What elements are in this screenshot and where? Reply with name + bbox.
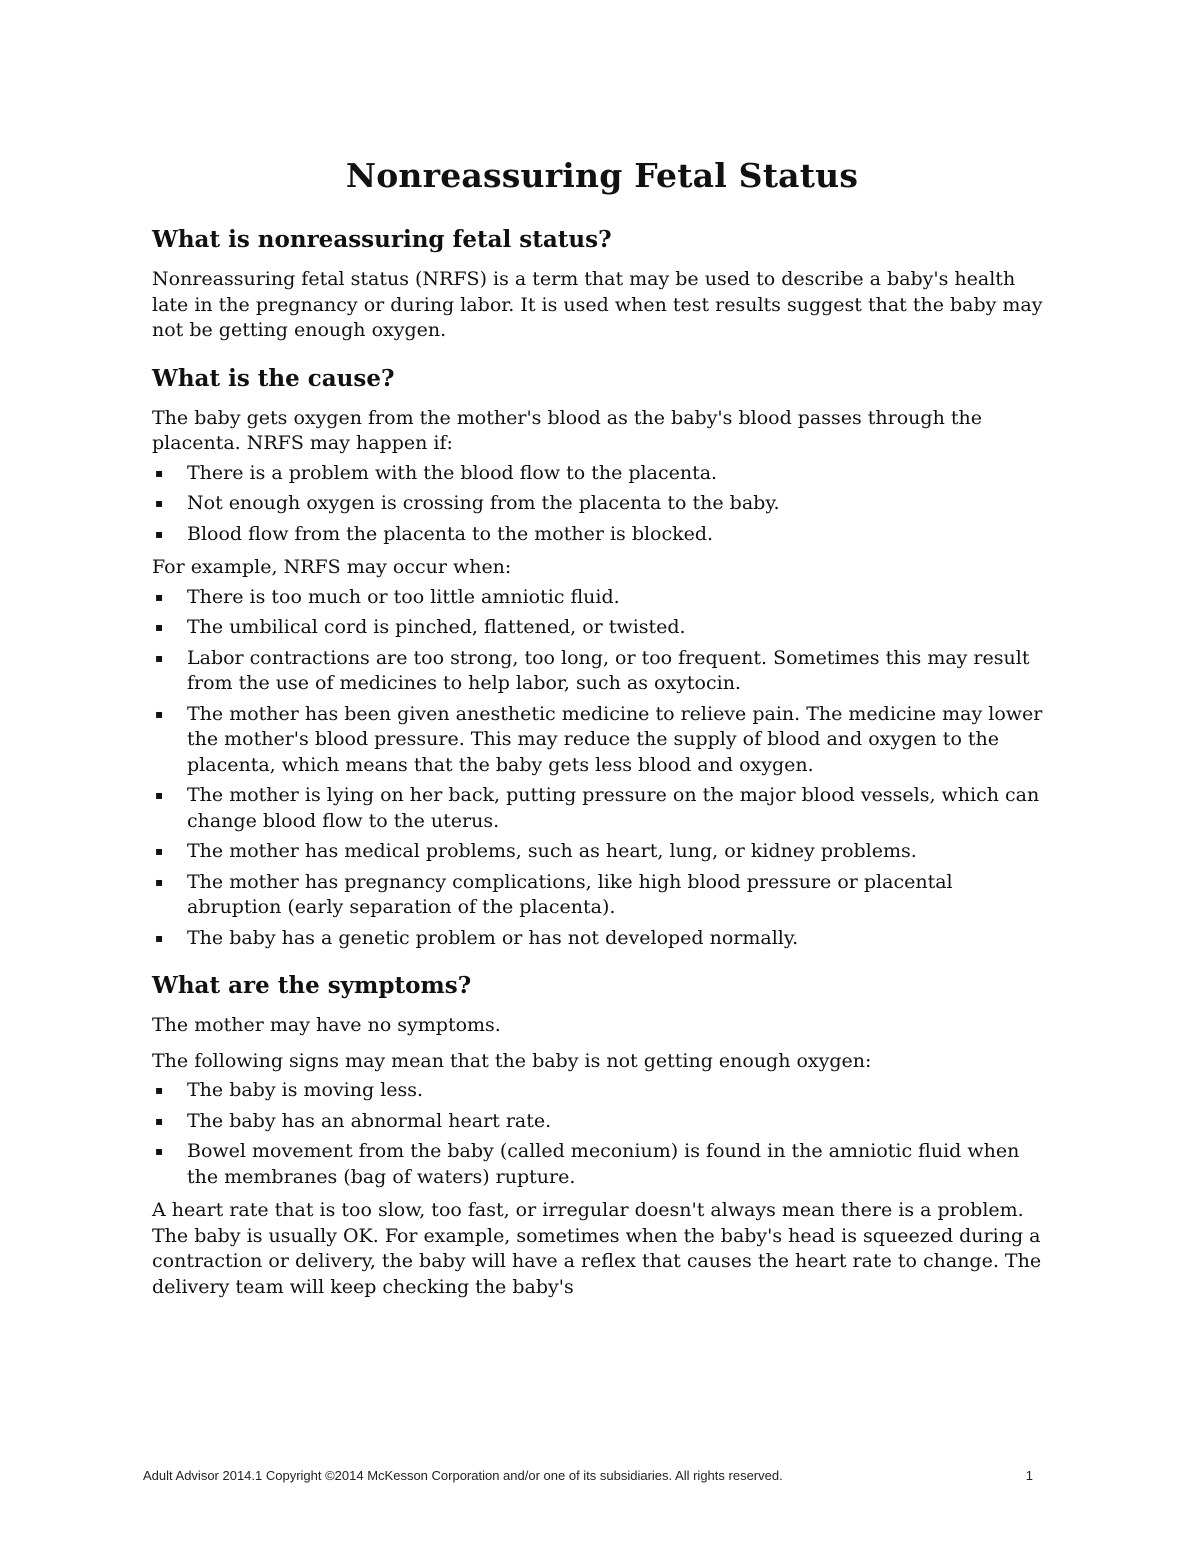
paragraph: A heart rate that is too slow, too fast, or irregular doesn't always mean there is a problem. The baby is usually OK. For example, sometimes when the baby's head is squeezed during a contraction or delivery, the baby will have a reflex that causes the heart rate to change. The delivery team will keep checking the baby's xyxy=(152,1199,1042,1298)
bullet-icon: ▪ xyxy=(155,650,164,665)
page-number: 1 xyxy=(1025,1468,1033,1483)
bullet-icon: ▪ xyxy=(155,1083,164,1097)
bullet-icon: ▪ xyxy=(155,589,164,604)
bullet-icon: ▪ xyxy=(155,706,164,721)
list-item: ▪ The baby has an abnormal heart rate. xyxy=(152,1109,1052,1135)
section-what-is xyxy=(152,225,1052,344)
list-item: ▪ Bowel movement from the baby (called meconium) is found in the amniotic fluid when the membranes (bag of waters) rupture. xyxy=(155,1140,1020,1188)
section-cause xyxy=(152,364,1052,952)
list-item: ▪ The umbilical cord is pinched, flattened, or twisted. xyxy=(152,615,1052,641)
bullet-icon: ▪ xyxy=(155,844,164,858)
list-item: ▪ The baby has a genetic problem or has not developed normally. xyxy=(152,926,1052,952)
footer-copyright: Adult Advisor 2014.1 Copyright ©2014 McKesson Corporation and/or one of its subsidiaries. All rights reserved. xyxy=(143,1468,783,1483)
bullet-icon: ▪ xyxy=(155,465,164,480)
bullet-icon: ▪ xyxy=(155,526,164,541)
list-item: ▪ The mother has been given anesthetic medicine to relieve pain. The medicine may lower the mother's blood pressure. This may reduce the supply of blood and oxygen to the placenta, which means that the baby gets less blood and oxygen. xyxy=(155,702,1043,776)
page-footer xyxy=(143,1468,1043,1483)
list-item: ▪ The baby is moving less. xyxy=(152,1078,1052,1104)
section-heading: What is the cause? xyxy=(152,364,395,392)
list-item: ▪ There is a problem with the blood flow to the placenta. xyxy=(152,461,1052,487)
paragraph: The mother may have no symptoms. xyxy=(152,1014,501,1036)
section-heading: What are the symptoms? xyxy=(152,972,472,999)
bullet-icon: ▪ xyxy=(155,1144,164,1158)
list-item: ▪ Not enough oxygen is crossing from the placenta to the baby. xyxy=(152,491,1052,517)
section-heading: What is nonreassuring fetal status? xyxy=(152,226,612,253)
list-item: ▪ The mother has pregnancy complications, like high blood pressure or placental abruption (early separation of the placenta). xyxy=(155,870,953,918)
bullet-list xyxy=(152,1078,1052,1190)
paragraph: Nonreassuring fetal status (NRFS) is a term that may be used to describe a baby's health late in the pregnancy or during labor. It is used when test results suggest that the baby may not be getting enough oxygen. xyxy=(152,268,1043,341)
bullet-icon: ▪ xyxy=(155,874,164,889)
bullet-list xyxy=(152,461,1052,548)
paragraph: The following signs may mean that the baby is not getting enough oxygen: xyxy=(152,1049,872,1072)
paragraph: For example, NRFS may occur when: xyxy=(152,556,512,578)
section-symptoms xyxy=(152,971,1052,1300)
bullet-icon: ▪ xyxy=(155,496,164,510)
list-item: ▪ Labor contractions are too strong, too long, or too frequent. Sometimes this may result from the use of medicines to help labor, such as oxytocin. xyxy=(155,646,1030,694)
list-item: ▪ Blood flow from the placenta to the mother is blocked. xyxy=(152,522,1052,548)
bullet-icon: ▪ xyxy=(155,930,164,945)
bullet-icon: ▪ xyxy=(155,620,164,634)
list-item: ▪ The mother is lying on her back, putting pressure on the major blood vessels, which can change blood flow to the uterus. xyxy=(155,784,1040,832)
bullet-icon: ▪ xyxy=(155,788,164,802)
list-item: ▪ There is too much or too little amniotic fluid. xyxy=(152,585,1052,611)
bullet-icon: ▪ xyxy=(155,1113,164,1128)
bullet-list xyxy=(152,585,1052,952)
page-title: Nonreassuring Fetal Status xyxy=(345,156,859,195)
paragraph: The baby gets oxygen from the mother's blood as the baby's blood passes through the placenta. NRFS may happen if: xyxy=(152,406,982,454)
page-content xyxy=(152,156,1052,1310)
list-item: ▪ The mother has medical problems, such as heart, lung, or kidney problems. xyxy=(152,839,1052,865)
